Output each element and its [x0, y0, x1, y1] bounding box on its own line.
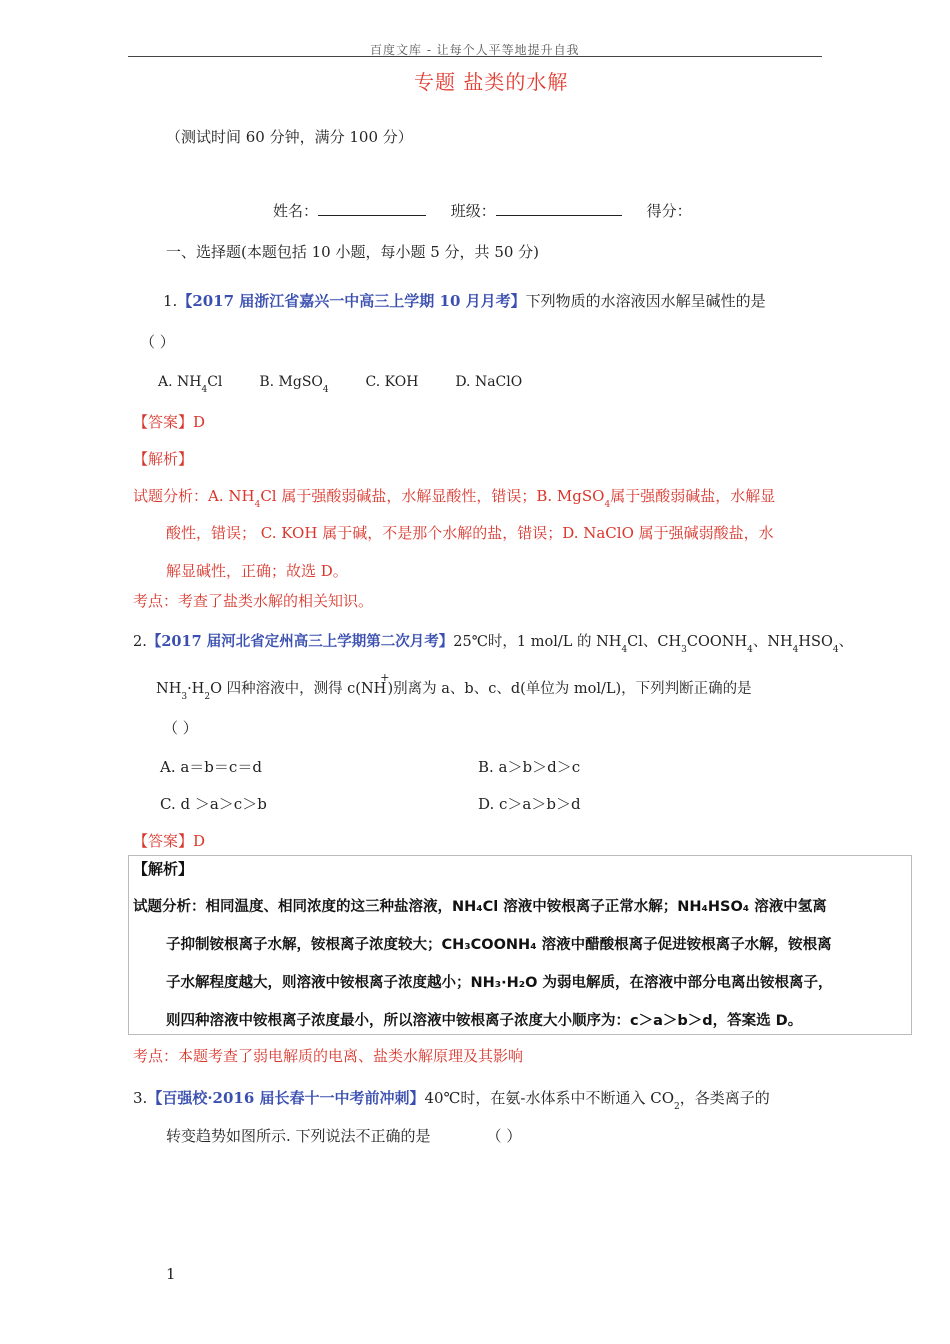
page-number: 1: [166, 1265, 176, 1283]
q2-analysis-line1: 试题分析：相同温度、相同浓度的这三种盐溶液，NH₄Cl 溶液中铵根离子正常水解；NH₄HSO₄ 溶液中氢离: [133, 899, 827, 915]
q2-option-c[interactable]: C. d ＞a＞c＞b: [160, 795, 267, 813]
q1-analysis-line2: 酸性，错误； C. KOH 属于碱，不是那个水解的盐，错误；D. NaClO 属于强碱弱酸盐，水: [166, 524, 774, 542]
q3-number: 3.: [133, 1089, 148, 1107]
q1-options: [158, 374, 522, 395]
q2-stem-line2: $NH_3\cdot H_2O$ 四种溶液中，测得 c(NH+)别离为 a、b、c、d(单位为 mol/L)，下列判断正确的是: [156, 671, 752, 702]
class-field[interactable]: [496, 201, 622, 216]
name-label: 姓名：: [273, 202, 319, 220]
q2-analysis-label: 【解析】: [133, 860, 194, 878]
q1-analysis-line1: 试题分析：A. $NH_4Cl$ 属于强酸弱碱盐，水解显酸性，错误；B. MgSO$_4$属于强酸弱碱盐，水解显: [133, 487, 776, 510]
q2-paren: （ ）: [163, 719, 198, 737]
class-label: 班级：: [450, 202, 496, 220]
q1-analysis-label: 【解析】: [133, 450, 194, 468]
q1-kaodian: 考点：考查了盐类水解的相关知识。: [133, 592, 374, 610]
q2-kaodian: 考点：本题考查了弱电解质的电离、盐类水解原理及其影响: [133, 1047, 524, 1065]
q1-answer: 【答案】D: [133, 413, 206, 431]
q2-source: 【2017 届河北省定州高三上学期第二次月考】: [146, 633, 454, 650]
q2-answer: 【答案】D: [133, 832, 206, 850]
q3-source: 【百强校·2016 届长春十一中考前冲刺】: [147, 1089, 425, 1107]
q2-stem: 2.【2017 届河北省定州高三上学期第二次月考】25℃时，1 mol/L 的 $NH_4Cl$、$CH_3COONH_4$、$NH_4HSO_4$、: [133, 633, 854, 655]
q1-source: 【2017 届浙江省嘉兴一中高三上学期 10 月月考】: [177, 292, 526, 310]
name-field[interactable]: [318, 201, 426, 216]
q2-option-d[interactable]: D. c＞a＞b＞d: [478, 795, 581, 813]
q2-number: 2.: [133, 634, 147, 650]
test-info: （测试时间 60 分钟，满分 100 分）: [166, 128, 413, 146]
q1-option-b[interactable]: B. MgSO$_4$: [259, 374, 329, 395]
q2-option-a[interactable]: A. a＝b＝c＝d: [160, 758, 262, 776]
q2-analysis-line2: 子抑制铵根离子水解，铵根离子浓度较大；CH₃COONH₄ 溶液中醋酸根离子促进铵根离子水解，铵根离: [166, 937, 832, 953]
q3-stem: 3.【百强校·2016 届长春十一中考前冲刺】40℃时，在氨-水体系中不断通入 $CO_2$，各类离子的: [133, 1089, 770, 1112]
q1-paren: （ ）: [140, 333, 175, 351]
score-label: 得分：: [646, 202, 692, 220]
q1-option-a[interactable]: A. $NH_4Cl$: [158, 374, 223, 395]
q1-number: 1.: [163, 292, 178, 310]
header-site: 百度文库 - 让每个人平等地提升自我: [370, 43, 580, 57]
q2-analysis-line4: 则四种溶液中铵根离子浓度最小，所以溶液中铵根离子浓度大小顺序为：c＞a＞b＞d，答案选 D。: [166, 1013, 803, 1029]
q1-option-c[interactable]: C. KOH: [365, 374, 419, 390]
q2-analysis-line3: 子水解程度越大，则溶液中铵根离子浓度越小；NH₃·H₂O 为弱电解质，在溶液中部分电离出铵根离子，: [166, 975, 833, 991]
q2-option-b[interactable]: B. a＞b＞d＞c: [478, 758, 581, 776]
q1-text: 下列物质的水溶液因水解呈碱性的是: [525, 292, 766, 310]
q1-stem: [163, 290, 766, 311]
q3-stem-line2: 转变趋势如图所示. 下列说法不正确的是 （ ）: [166, 1127, 522, 1145]
page-title: 专题 盐类的水解: [414, 70, 569, 94]
section-heading: 一、选择题(本题包括 10 小题，每小题 5 分，共 50 分): [166, 243, 540, 261]
student-info: [273, 200, 692, 221]
q1-option-d[interactable]: D. NaClO: [455, 374, 523, 390]
q1-analysis-line3: 解显碱性，正确；故选 D。: [166, 562, 348, 580]
q3-paren: （ ）: [486, 1127, 522, 1145]
